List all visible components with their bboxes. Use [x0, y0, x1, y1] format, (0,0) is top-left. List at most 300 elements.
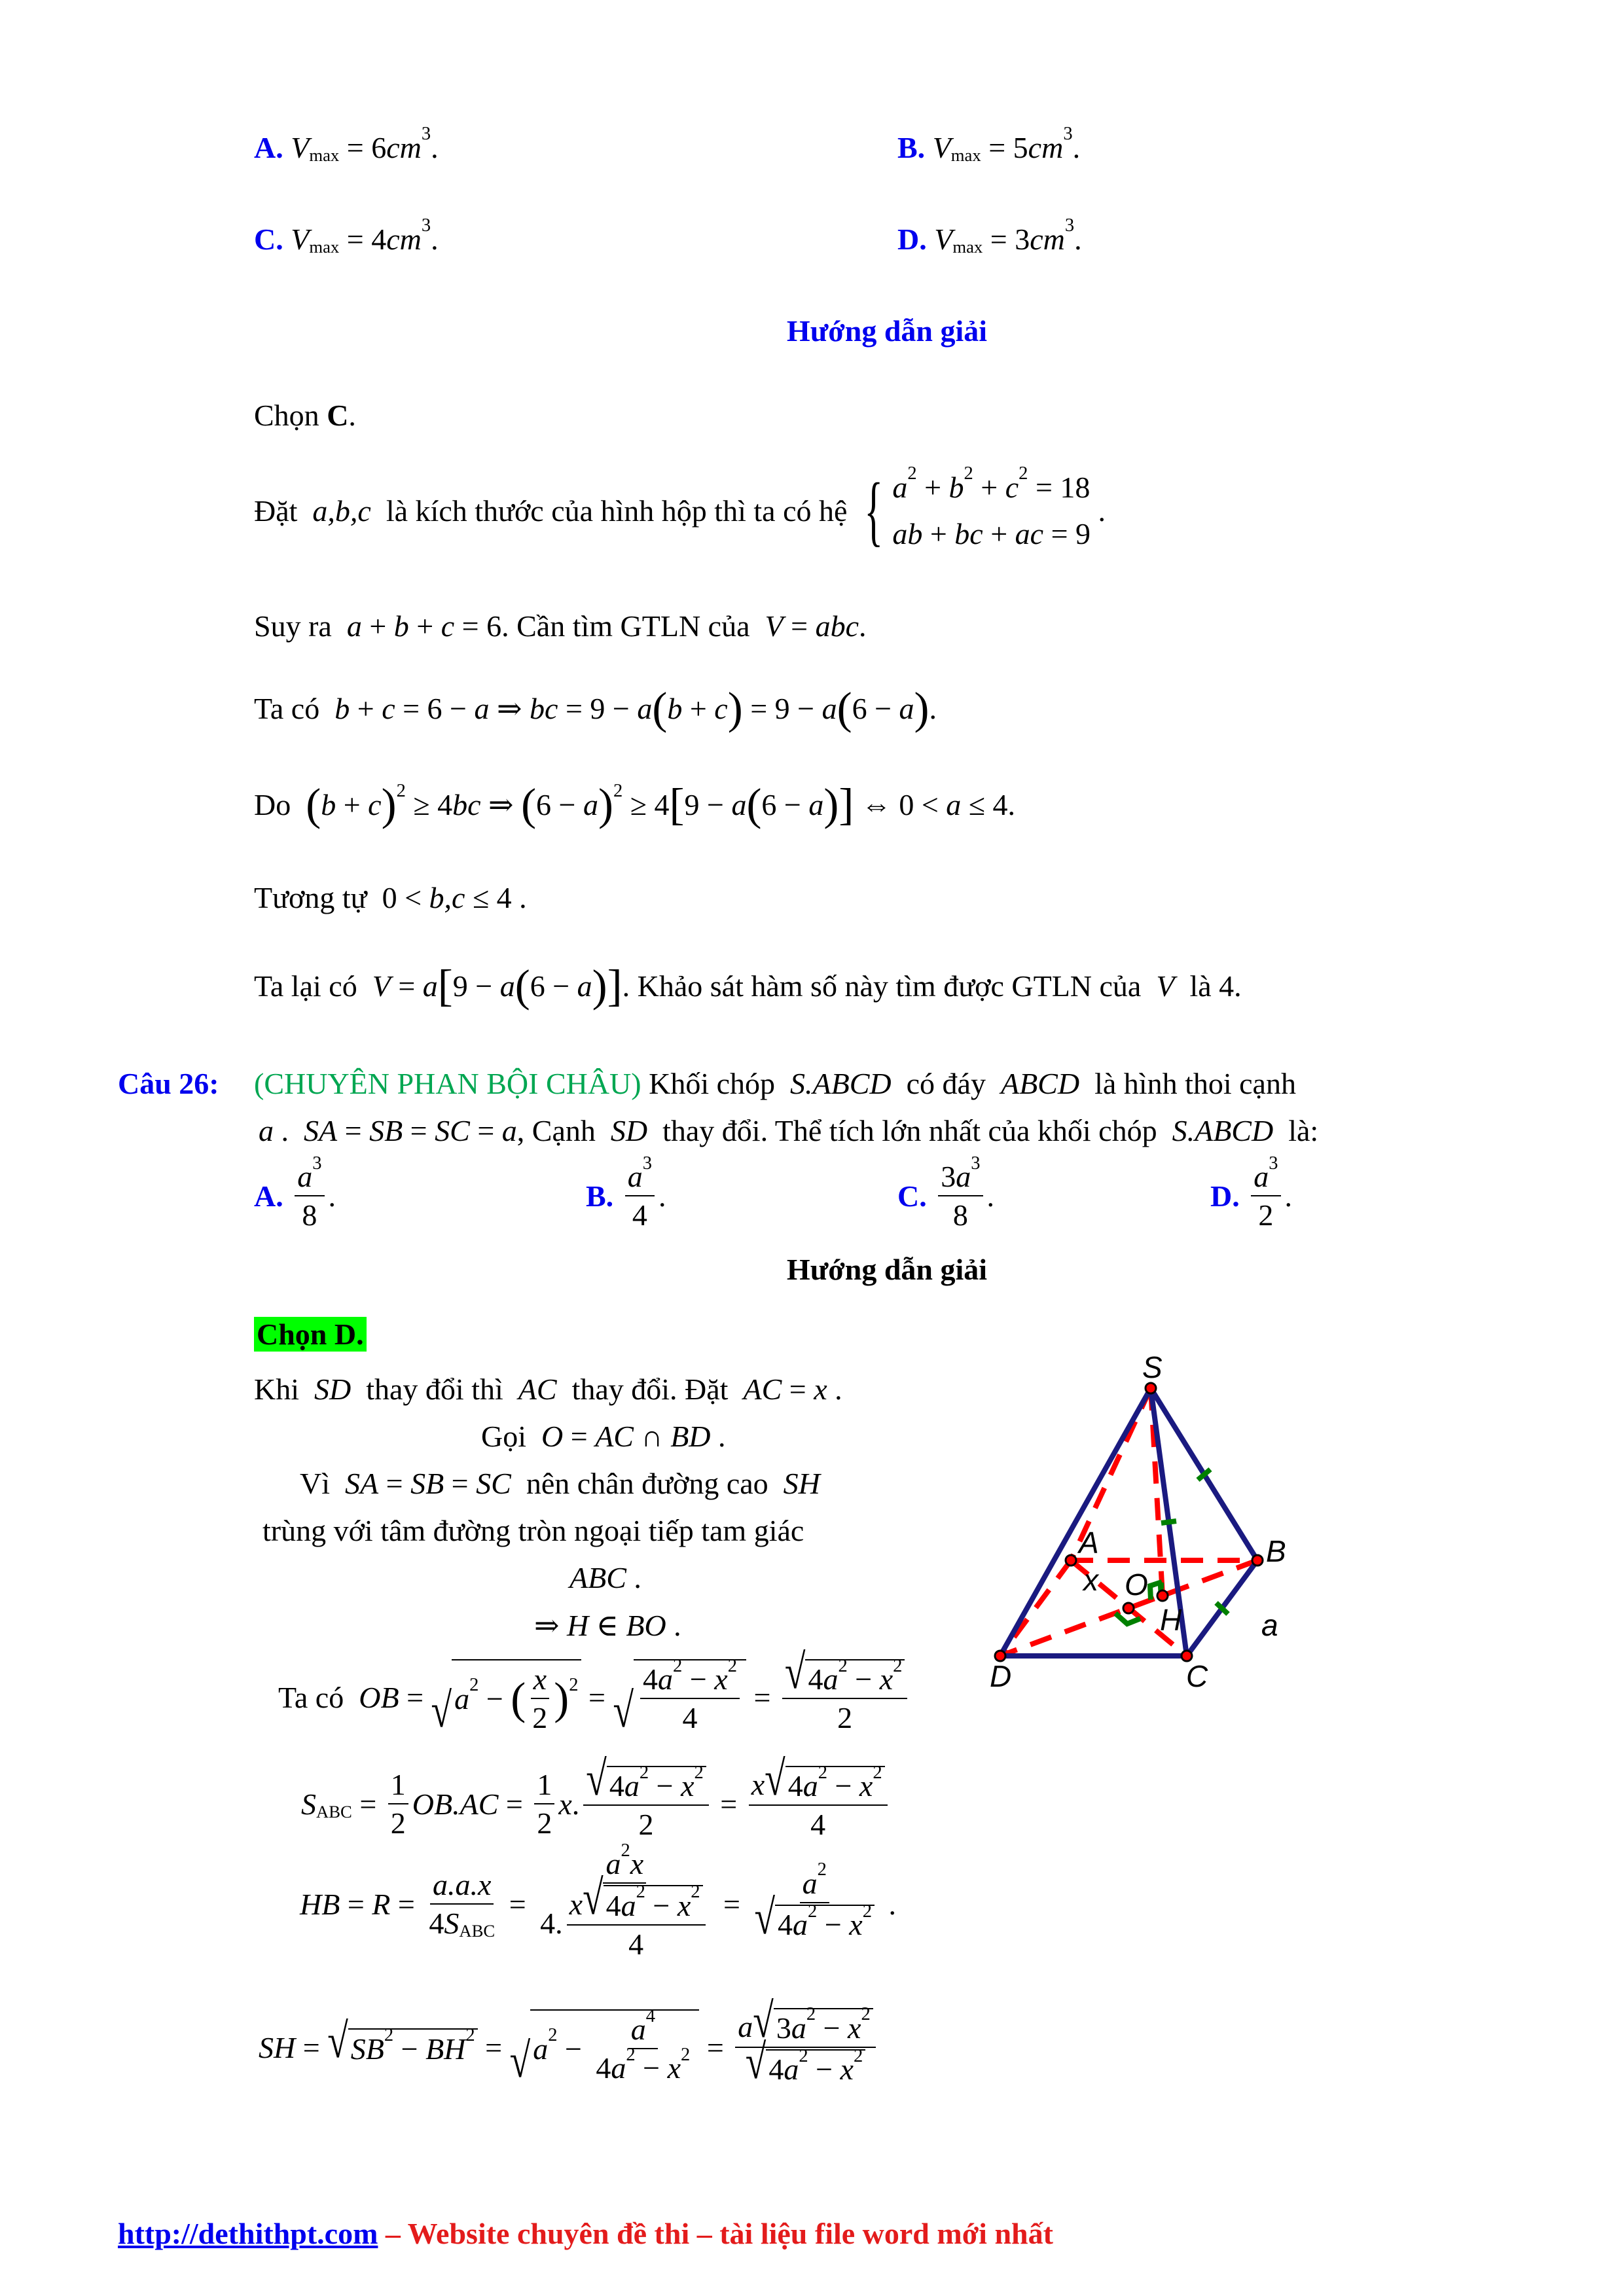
text-segment: là kích thước của hình hộp thì ta có hệ — [370, 493, 855, 528]
text-segment: + — [336, 787, 369, 821]
superscript: 2 — [873, 1762, 882, 1783]
text-segment: a — [621, 1888, 636, 1922]
text-segment: = 6 — [339, 130, 387, 164]
text-segment: V — [765, 609, 784, 643]
text-segment: c — [714, 691, 728, 725]
option-letter: B. — [586, 1179, 614, 1213]
text-segment: a — [791, 2011, 806, 2045]
text-segment: 6 − — [852, 691, 899, 725]
text-segment: a — [808, 787, 824, 821]
text-segment: ] — [607, 960, 623, 1011]
text-segment: a — [637, 691, 653, 725]
text-segment: a — [499, 969, 515, 1003]
text-segment: V — [291, 222, 310, 256]
text-segment: = — [403, 1113, 435, 1147]
label-a-side: a — [1261, 1608, 1278, 1642]
text-segment: 2 — [638, 1808, 654, 1842]
text-segment: S — [444, 1907, 460, 1940]
text-segment: a — [793, 1908, 808, 1941]
text-segment: − — [816, 2011, 848, 2045]
text-segment: = 18 — [1028, 470, 1091, 504]
text-segment: . — [348, 398, 356, 432]
text-segment: = 9 − — [742, 691, 822, 725]
text-segment: Chọn — [254, 398, 327, 432]
text-segment: x — [533, 1662, 547, 1696]
text-segment: a — [630, 2013, 646, 2046]
text-segment: SA — [345, 1466, 379, 1500]
text-segment: a — [501, 1113, 517, 1147]
text-segment: . — [274, 1113, 304, 1147]
text-segment: V — [1156, 969, 1175, 1003]
text-segment: S — [301, 1787, 316, 1821]
text-segment: = — [501, 1887, 534, 1921]
text-segment: = 6 − — [395, 691, 475, 725]
text-segment: 2 — [537, 1806, 552, 1840]
text-segment: SA — [304, 1113, 338, 1147]
text-segment: b — [393, 609, 409, 643]
text-segment: [ — [437, 960, 453, 1011]
text-segment: Hướng dẫn giải — [786, 1252, 988, 1286]
text-segment: = — [783, 609, 816, 643]
text-segment: OB.AC — [412, 1787, 499, 1821]
text-segment: x — [751, 1768, 765, 1801]
text-segment: a — [297, 1160, 313, 1193]
text-segment: + — [922, 517, 955, 550]
text-segment: 1 — [390, 1768, 406, 1801]
text-segment: = 9 — [1043, 517, 1091, 550]
superscript: 3 — [642, 1153, 652, 1174]
text-segment: = — [746, 1680, 778, 1714]
text-segment: . — [431, 130, 439, 164]
text-segment: 4 — [768, 2053, 784, 2087]
text-segment: SB — [350, 2032, 384, 2066]
radical-sign: √ — [583, 1871, 604, 1925]
superscript: 2 — [548, 2025, 558, 2046]
superscript: 2 — [838, 1655, 848, 1676]
text-segment: . — [1072, 130, 1081, 164]
superscript: 3 — [1269, 1153, 1278, 1174]
radical-sign: √ — [327, 2015, 348, 2068]
radical-sign: √ — [586, 1751, 607, 1806]
text-segment: 4 — [810, 1808, 826, 1842]
text-segment: = — [712, 1787, 745, 1821]
text-segment: . — [880, 1887, 896, 1921]
text-segment: ( — [652, 683, 668, 733]
text-segment: OB — [359, 1680, 399, 1714]
point-a — [1066, 1555, 1076, 1566]
text-segment: − — [645, 1888, 677, 1922]
text-segment: a.a.x — [433, 1868, 492, 1901]
radical-sign: √ — [753, 1994, 774, 2048]
text-segment: có đáy — [891, 1066, 1001, 1100]
text-segment: a — [823, 1662, 839, 1696]
text-segment: 1 — [537, 1768, 552, 1801]
text-segment: − — [827, 1769, 859, 1803]
text-segment: nên chân đường cao — [511, 1466, 784, 1500]
text-segment: . — [328, 1179, 336, 1213]
text-segment: b — [321, 787, 336, 821]
text-segment: ABCD — [1000, 1066, 1080, 1100]
label-h: H — [1160, 1603, 1182, 1637]
text-segment: ( — [514, 960, 530, 1011]
text-segment: cm — [1030, 222, 1065, 256]
text-segment: 4 — [643, 1662, 659, 1696]
text-segment: 3 — [776, 2011, 791, 2045]
text-segment: 4 — [596, 2051, 611, 2085]
text-segment: x — [569, 1887, 583, 1921]
label-o: O — [1125, 1568, 1148, 1602]
text-segment: x — [630, 1847, 644, 1881]
text-segment: SC — [435, 1113, 470, 1147]
subscript: max — [309, 236, 340, 257]
text-segment: V — [932, 130, 951, 164]
text-segment: Tương tự 0 < — [254, 880, 429, 914]
text-segment: thay đổi. Thể tích lớn nhất của khối chóp — [647, 1113, 1172, 1147]
text-segment: a — [474, 691, 490, 725]
text-segment: a — [946, 787, 962, 821]
text-segment: ( — [837, 683, 852, 733]
text-segment: ABC — [569, 1560, 626, 1594]
superscript: 2 — [964, 463, 973, 484]
text-segment: là 4. — [1174, 969, 1242, 1003]
text-segment: . — [431, 222, 439, 256]
text-segment: ) — [592, 960, 607, 1011]
text-segment: a — [422, 969, 438, 1003]
text-segment: Ta có — [278, 1680, 359, 1714]
superscript: 3 — [421, 124, 431, 145]
superscript: 2 — [907, 463, 917, 484]
text-segment: SB — [410, 1466, 444, 1500]
text-segment: HB — [300, 1887, 340, 1921]
text-segment: = — [390, 969, 423, 1003]
text-segment: x — [879, 1662, 893, 1696]
superscript: 2 — [862, 1901, 872, 1922]
superscript: 2 — [893, 1655, 903, 1676]
text-segment: ( — [521, 779, 537, 829]
superscript: 3 — [312, 1153, 322, 1174]
text-segment: BO — [626, 1608, 666, 1642]
text-segment: 6 − — [536, 787, 583, 821]
text-segment: O — [541, 1419, 564, 1453]
superscript: 2 — [691, 1882, 700, 1903]
text-segment: . — [986, 1179, 994, 1213]
text-segment: 2 — [1258, 1198, 1274, 1232]
subscript: max — [309, 145, 340, 165]
text-segment: a — [577, 969, 592, 1003]
text-segment: ) — [914, 683, 929, 733]
text-segment: Khi — [254, 1372, 314, 1406]
text-segment: a — [802, 1866, 818, 1900]
text-segment: Chọn D. — [254, 1317, 367, 1352]
text-segment: a — [605, 1847, 621, 1881]
text-segment: ≤ 4 . — [465, 880, 527, 914]
superscript: 2 — [808, 1901, 818, 1922]
text-segment: AC — [518, 1372, 557, 1406]
text-segment: b — [948, 470, 964, 504]
text-segment: x — [681, 1769, 695, 1803]
option-letter: D. — [1210, 1179, 1240, 1213]
text-segment: + — [682, 691, 715, 725]
text-segment: ) — [598, 779, 613, 829]
superscript: 2 — [861, 2004, 871, 2025]
text-segment: C — [327, 398, 349, 432]
text-segment: là hình thoi cạnh — [1079, 1066, 1296, 1100]
text-segment: cm — [386, 130, 422, 164]
superscript: 3 — [971, 1153, 981, 1174]
radical-sign: √ — [765, 1751, 785, 1806]
text-segment: a — [821, 691, 837, 725]
text-segment: ( — [746, 779, 762, 829]
text-segment: = — [390, 1887, 423, 1921]
text-segment: = — [444, 1466, 477, 1500]
text-segment: thay đổi thì — [351, 1372, 518, 1406]
text-segment: 3 — [941, 1160, 956, 1193]
text-segment: BH — [425, 2032, 466, 2066]
text-segment: . — [626, 1560, 641, 1594]
text-segment: x — [859, 1769, 873, 1803]
text-segment: ∩ — [633, 1419, 671, 1453]
text-segment: x — [667, 2051, 681, 2085]
point-b — [1252, 1555, 1263, 1566]
text-segment: 6 − — [761, 787, 809, 821]
text-segment: − — [393, 2032, 426, 2066]
superscript: 2 — [673, 1655, 683, 1676]
superscript: 2 — [727, 1655, 737, 1676]
text-segment: a — [454, 1681, 470, 1715]
radical-sign: √ — [754, 1890, 776, 1945]
text-segment: bc — [530, 691, 558, 725]
text-segment: b — [667, 691, 683, 725]
text-segment: a — [899, 691, 914, 725]
text-segment: S.ABCD — [790, 1066, 892, 1100]
text-segment: . — [1091, 493, 1106, 528]
superscript: 2 — [613, 781, 623, 802]
footer-link[interactable]: http://dethithpt.com — [118, 2216, 378, 2250]
text-segment: = — [337, 1113, 370, 1147]
text-segment: 2 — [837, 1701, 853, 1735]
text-segment: là: — [1273, 1113, 1319, 1147]
text-segment: Hướng dẫn giải — [786, 314, 988, 348]
text-segment: SD — [314, 1372, 352, 1406]
text-segment: + — [916, 470, 949, 504]
superscript: 2 — [1019, 463, 1028, 484]
radical-sign: √ — [745, 2035, 767, 2089]
text-segment: ⇒ — [480, 788, 522, 821]
superscript: 2 — [569, 1675, 579, 1696]
text-segment: cm — [386, 222, 422, 256]
text-segment: bc — [954, 517, 983, 550]
radical-sign: √ — [613, 1683, 634, 1738]
superscript: 2 — [818, 1762, 827, 1783]
text-segment: Câu 26: — [118, 1066, 219, 1100]
label-x: x — [1083, 1563, 1098, 1597]
text-segment: 6 − — [530, 969, 577, 1003]
text-segment: = 5 — [981, 130, 1028, 164]
text-segment: + — [361, 609, 394, 643]
text-segment: cm — [1028, 130, 1064, 164]
text-segment: V — [372, 969, 391, 1003]
text-segment: 8 — [952, 1198, 968, 1232]
label-a: A — [1079, 1526, 1099, 1560]
text-segment: . Khảo sát hàm số này tìm được GTLN của — [622, 969, 1157, 1003]
text-segment: . — [929, 691, 937, 725]
text-segment: SH — [259, 2030, 296, 2064]
superscript: 2 — [396, 781, 406, 802]
footer — [118, 2204, 1053, 2263]
text-segment: − — [478, 1681, 511, 1715]
text-segment: thay đổi. Đặt — [556, 1372, 744, 1406]
point-o — [1123, 1603, 1134, 1613]
text-segment: x — [677, 1888, 691, 1922]
footer-text: – Website chuyên đề thi – tài liệu file word mới nhất — [378, 2216, 1053, 2250]
text-segment: − — [817, 1908, 850, 1941]
text-segment: a — [259, 1113, 274, 1147]
superscript: 2 — [817, 1859, 827, 1880]
text-segment: a — [803, 1769, 818, 1803]
text-segment: = — [399, 1680, 431, 1714]
text-segment: a — [738, 2009, 753, 2043]
text-segment: ] — [839, 779, 854, 829]
text-segment: x — [840, 2053, 854, 2087]
text-segment: a — [533, 2032, 549, 2066]
text-segment: = 4 — [339, 222, 387, 256]
text-segment: = — [498, 1787, 531, 1821]
text-segment: . — [1074, 222, 1082, 256]
text-segment: a — [624, 1769, 640, 1803]
text-segment: Gọi — [481, 1419, 541, 1453]
superscript: 3 — [421, 215, 431, 236]
superscript: 2 — [469, 1675, 479, 1696]
text-segment: a — [731, 787, 747, 821]
text-segment: + — [350, 691, 382, 725]
text-segment: V — [291, 130, 310, 164]
text-segment: bc — [452, 787, 481, 821]
text-segment: ( — [511, 1673, 526, 1723]
text-segment: ac — [1015, 517, 1044, 550]
text-segment: b,c — [429, 880, 465, 914]
option-letter: B. — [897, 130, 926, 164]
text-segment: Đặt — [254, 493, 313, 528]
superscript: 4 — [645, 2005, 655, 2026]
text-segment: Suy ra — [254, 609, 347, 643]
text-segment: . — [571, 1787, 580, 1821]
point-h — [1157, 1590, 1168, 1601]
text-segment: a — [1254, 1160, 1269, 1193]
text-segment: SB — [369, 1113, 403, 1147]
text-segment: H — [567, 1608, 589, 1642]
text-segment: a — [658, 1662, 674, 1696]
text-segment: ( — [306, 779, 321, 829]
text-segment: . — [1284, 1179, 1292, 1213]
text-segment: ⇔ 0 < — [854, 787, 947, 821]
point-s — [1146, 1383, 1156, 1393]
text-segment: ) — [381, 779, 397, 829]
subscript: ABC — [316, 1801, 352, 1821]
text-segment: a — [892, 470, 908, 504]
text-segment: ≥ 4 — [405, 787, 453, 821]
text-segment: . — [658, 1179, 666, 1213]
text-segment: c — [1005, 470, 1019, 504]
text-segment: = — [782, 1372, 814, 1406]
option-letter: C. — [897, 1179, 927, 1213]
text-segment: = 9 − — [558, 691, 638, 725]
text-segment: − — [847, 1662, 880, 1696]
text-segment: ∈ — [588, 1609, 626, 1642]
text-segment: a — [956, 1160, 971, 1193]
text-segment: ⇒ — [489, 692, 530, 725]
text-segment: 2 — [390, 1806, 406, 1840]
text-segment: Vì — [300, 1466, 345, 1500]
label-d: D — [990, 1659, 1012, 1693]
text-segment: 4 — [609, 1769, 624, 1803]
text-segment: abc — [815, 609, 859, 643]
text-segment: + — [408, 609, 441, 643]
text-segment: 9 − — [684, 787, 732, 821]
text-segment: = — [352, 1787, 384, 1821]
text-segment: SC — [476, 1466, 511, 1500]
text-segment: Ta có — [254, 691, 335, 725]
text-segment: BD — [670, 1419, 711, 1453]
text-segment: = — [340, 1887, 372, 1921]
text-segment: ) — [823, 779, 839, 829]
text-segment: , Cạnh — [516, 1113, 611, 1147]
text-segment: a — [611, 2051, 626, 2085]
text-segment: 8 — [302, 1198, 317, 1232]
radical-sign: √ — [431, 1683, 452, 1738]
text-segment: a,b,c — [312, 493, 371, 528]
text-segment: = — [563, 1419, 596, 1453]
text-segment: Khối chóp — [641, 1066, 791, 1100]
solid-edges — [1000, 1388, 1257, 1656]
text-segment: ) — [727, 683, 743, 733]
text-segment: x — [849, 1908, 863, 1941]
text-segment: AC — [595, 1419, 634, 1453]
text-segment: 4 — [632, 1198, 647, 1232]
text-segment: 4 — [682, 1701, 698, 1734]
text-segment: = — [715, 1887, 748, 1921]
radical-sign: √ — [784, 1645, 806, 1699]
text-segment: x — [714, 1662, 728, 1696]
text-segment: ⇒ — [534, 1609, 568, 1642]
text-segment: + — [983, 517, 1015, 550]
text-segment: 4 — [605, 1888, 621, 1922]
text-segment: 4 — [787, 1769, 803, 1803]
text-segment: 9 − — [452, 969, 500, 1003]
superscript: 2 — [384, 2025, 394, 2046]
text-segment: − — [635, 2051, 668, 2085]
subscript: max — [952, 236, 983, 257]
superscript: 2 — [681, 2044, 691, 2065]
text-segment: − — [649, 1769, 681, 1803]
superscript: 3 — [1064, 215, 1075, 236]
label-s: S — [1142, 1350, 1163, 1384]
text-segment: trùng với tâm đường tròn ngoại tiếp tam giác — [262, 1513, 804, 1547]
text-segment: Ta lại có — [254, 969, 372, 1003]
text-segment: . — [859, 609, 867, 643]
superscript: 2 — [853, 2045, 863, 2066]
text-segment: x — [814, 1372, 827, 1406]
text-segment: a — [583, 787, 598, 821]
text-segment: c — [441, 609, 455, 643]
text-segment: R — [372, 1887, 391, 1921]
brace-symbol: { — [864, 467, 883, 554]
text-segment: ≥ 4 — [623, 787, 670, 821]
text-segment: . — [710, 1419, 726, 1453]
text-segment: a — [784, 2053, 799, 2087]
text-segment: = — [378, 1466, 411, 1500]
superscript: 2 — [799, 2045, 808, 2066]
radical-sign: √ — [509, 2034, 531, 2088]
